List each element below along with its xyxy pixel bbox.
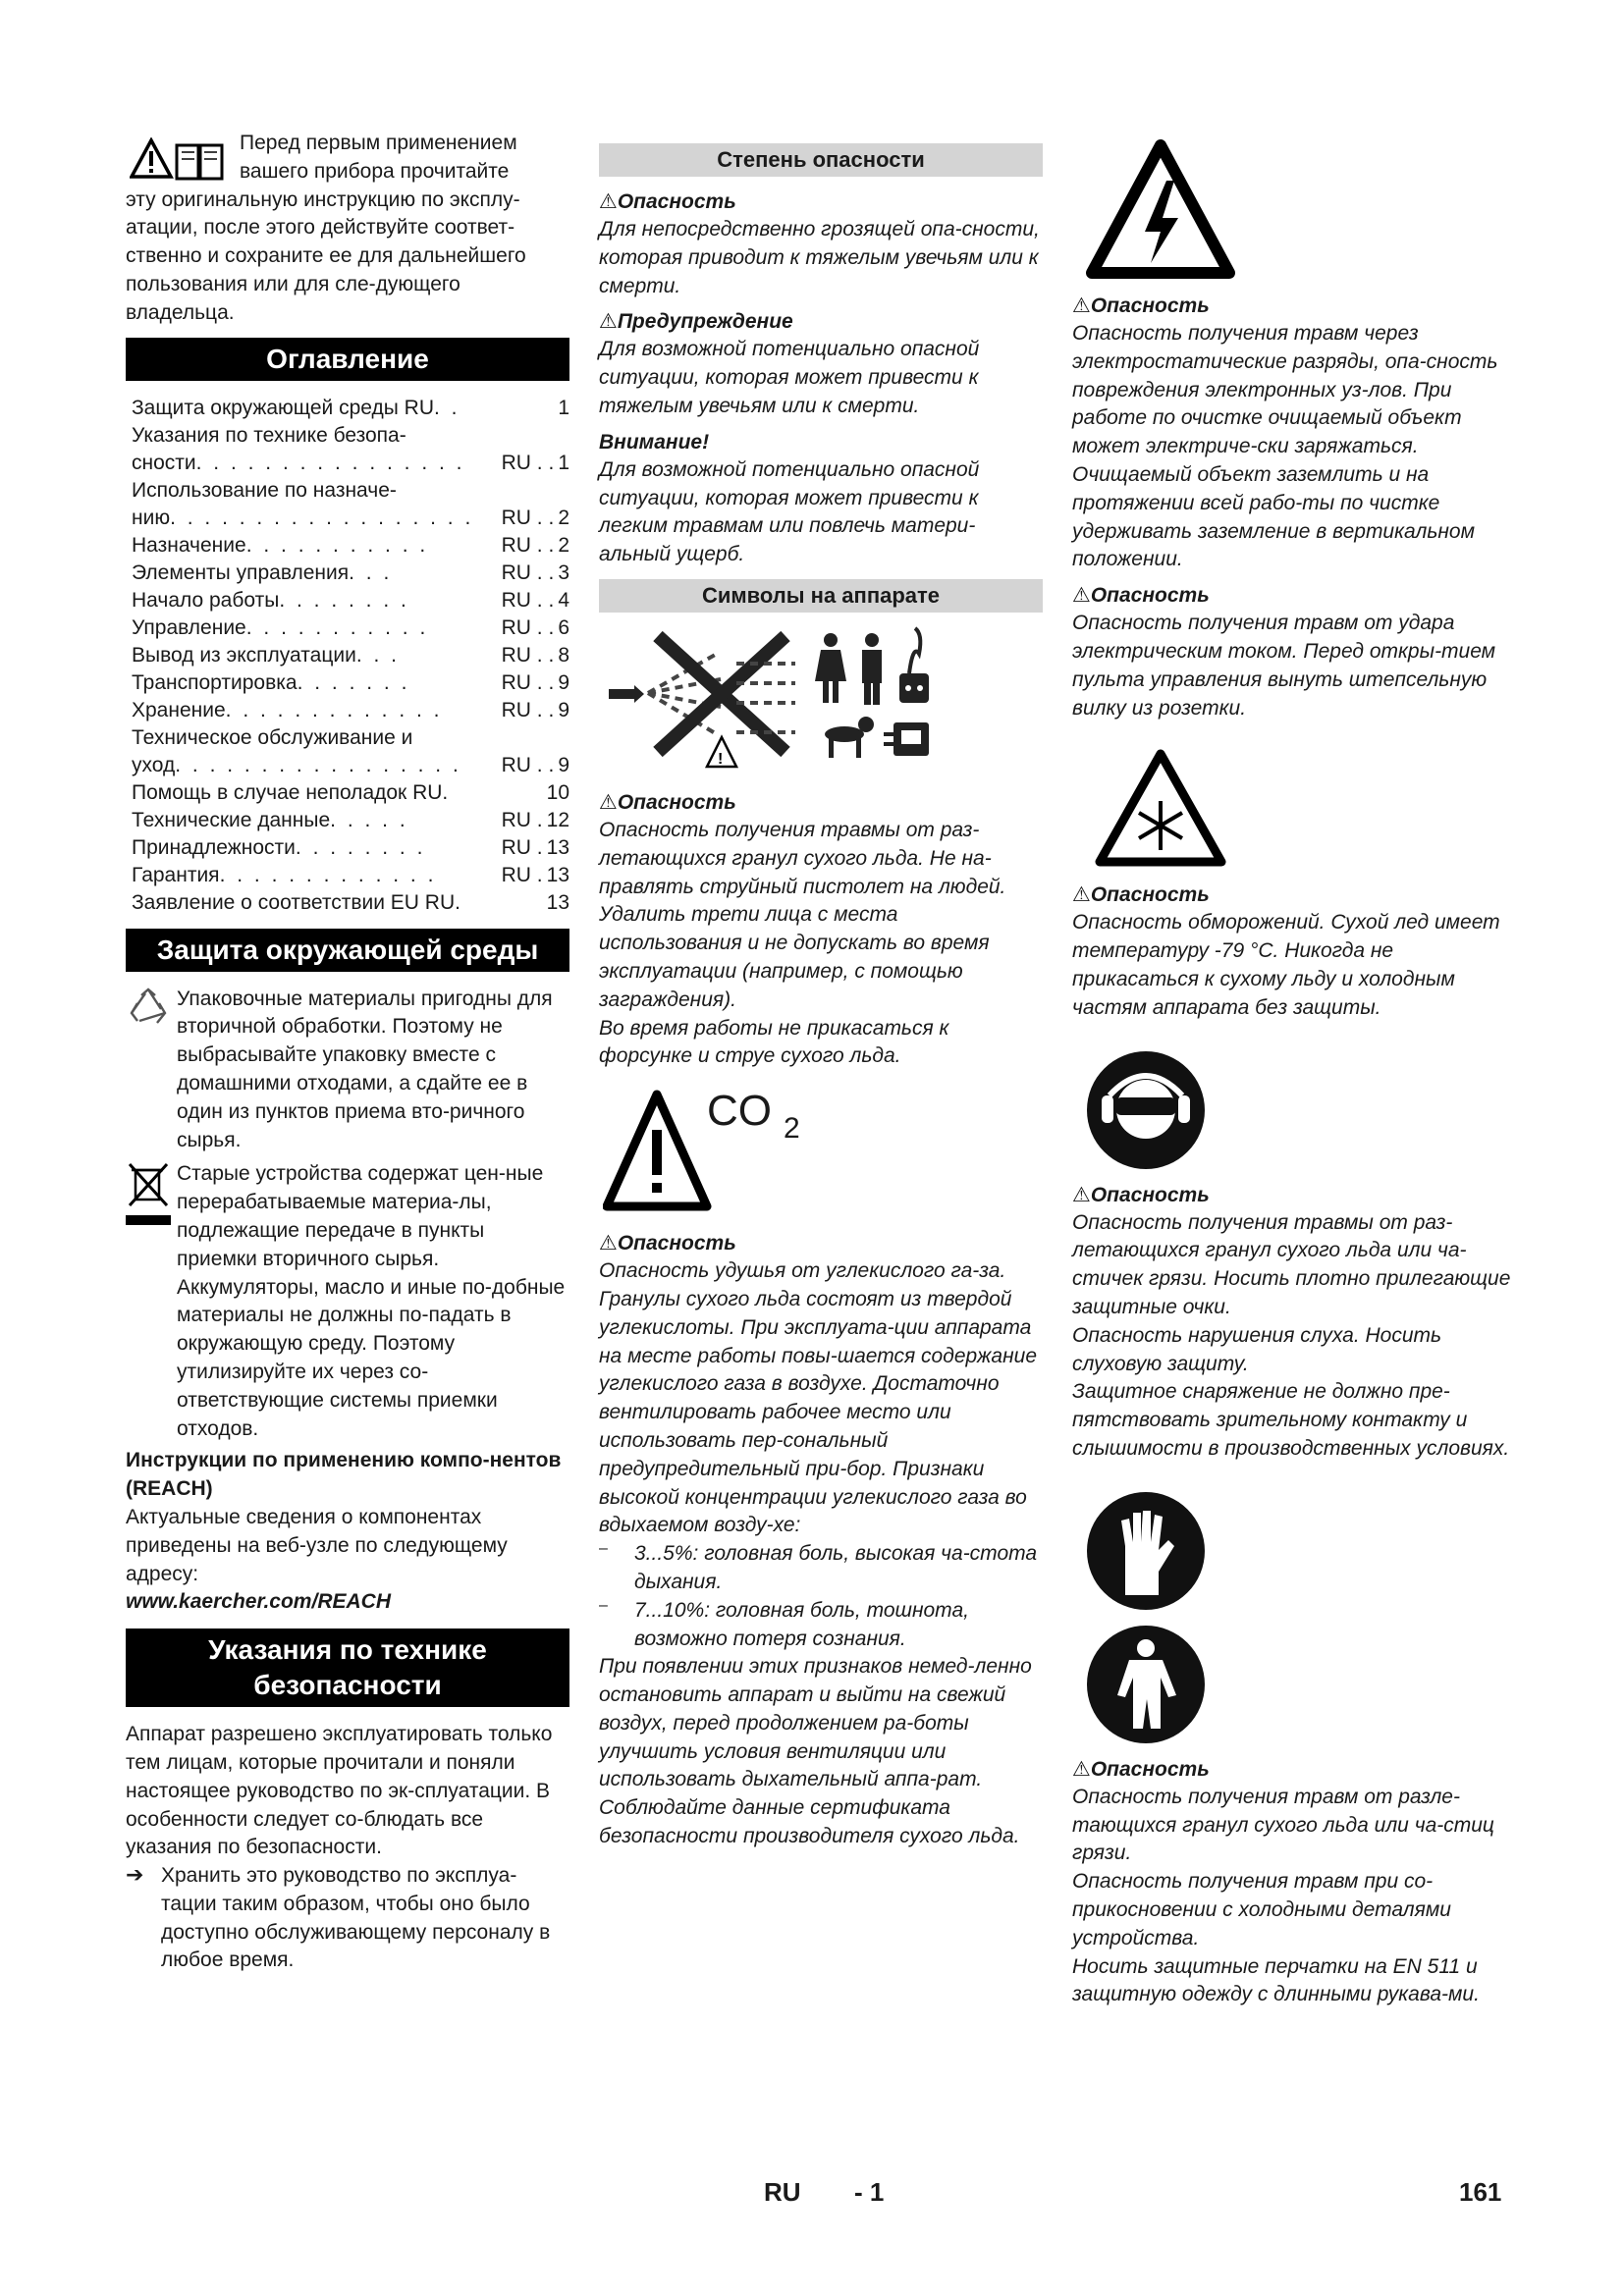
co2-subscript: 2 <box>784 1112 800 1146</box>
warning-book-icon <box>130 137 228 183</box>
toc-item[interactable]: Техническое обслуживание и уход . . . . . . . . . . . . . . . . . RU . . 9 <box>132 725 569 776</box>
safety-arrow-text: Хранить это руководство по эксплуа-тации таким образом, чтобы оно было доступно обслуживающему персоналу в любое время. <box>161 1864 551 1972</box>
goggles-danger-text-3: Защитное снаряжение не должно пре-пятствовать зрительному контакту и слышимости в производственных условиях. <box>1072 1380 1510 1460</box>
toc-item[interactable]: Помощь в случае неполадок RU . 10 <box>132 780 569 804</box>
levels-title: Степень опасности <box>599 143 1043 177</box>
intro-line-1: Перед первым применением <box>240 132 517 154</box>
symbol-danger-2-text-2: При появлении этих признаков немед-ленно остановить аппарат и выйти на свежий воздух, перед продолжением ра-боты улучшить условия вентиляции или использовать дыхательный аппа-рат. <box>599 1655 1032 1791</box>
toc-item[interactable]: Управление . . . . . . . . . . . RU . . 6 <box>132 615 569 639</box>
intro-line-2: вашего прибора прочитайте <box>240 159 510 183</box>
toc-item[interactable]: Начало работы . . . . . . . . RU . . 4 <box>132 588 569 612</box>
column-left <box>126 130 569 1975</box>
protective-suit-icon <box>1082 1621 1210 1748</box>
level-danger-text: Для непосредственно грозящей опа-сности, которая приводит к тяжелым увечьям или к смерти. <box>599 218 1040 297</box>
list-item: – 7...10%: головная боль, тошнота, возможно потеря сознания. <box>599 1596 969 1650</box>
table-of-contents <box>132 395 569 917</box>
recycle-icon <box>126 986 171 1031</box>
list-item: – 3...5%: головная боль, высокая ча-стота дыхания. <box>599 1540 1038 1593</box>
level-attention-heading: Внимание! <box>599 430 710 454</box>
frost-warning-icon <box>1092 746 1229 874</box>
column-right <box>1072 137 1524 2009</box>
toc-item[interactable]: Транспортировка . . . . . . . RU . . 9 <box>132 670 569 694</box>
crossed-bin-icon <box>126 1160 171 1231</box>
goggles-danger-text-1: Опасность получения травмы от раз-летающихся гранул сухого льда или ча-стичек грязи. Носить плотно прилегающие защитные очки. <box>1072 1210 1511 1318</box>
level-danger-heading: ⚠Опасность <box>599 190 736 213</box>
goggles-danger-heading: ⚠Опасность <box>1072 1183 1210 1206</box>
goggles-danger-text-2: Опасность нарушения слуха. Носить слуховую защиту. <box>1072 1323 1442 1375</box>
toc-item[interactable]: Хранение . . . . . . . . . . . . . RU . . 9 <box>132 698 569 721</box>
safety-title: Указания по технике безопасности <box>126 1629 569 1707</box>
warning-triangle-icon: ⚠ <box>1072 883 1091 907</box>
warning-triangle-icon: ⚠ <box>1072 584 1091 608</box>
symbol-danger-1-heading: ⚠Опасность <box>599 790 736 814</box>
symbol-danger-2-text: Опасность удушья от углекислого га-за. Гранулы сухого льда состоят из твердой углекислоты. При эксплуата-ции аппарата на месте работы повы-шается содержание углекислого газа в воздухе. Достаточно вентилировать рабочее место или использовать пер-сональный предупредительный при-бор. Признаки высокой концентрации углекислого газа во вдыхаемом возду-хе: <box>599 1259 1038 1537</box>
gloves-danger-text-2: Опасность получения травм при со-прикосновении с холодными деталями устройства. <box>1072 1870 1451 1949</box>
reach-title: Инструкции по применению компо-нентов (REACH) <box>126 1449 562 1501</box>
toc-title: Оглавление <box>126 338 569 381</box>
co2-warning-pictogram <box>599 1085 1043 1222</box>
warning-triangle-icon: ⚠ <box>599 310 618 334</box>
safety-text: Аппарат разрешено эксплуатировать только тем лицам, которые прочитали и поняли настоящее руководство по эк-сплуатации. В особенности следует со-блюдать все указания по безопасности. <box>126 1723 553 1859</box>
co2-label: CO <box>707 1087 772 1136</box>
level-warning-heading: ⚠Предупреждение <box>599 310 793 334</box>
gloves-danger-text-1: Опасность получения травм от разле-тающихся гранул сухого льда или ча-стиц грязи. <box>1072 1785 1494 1865</box>
toc-item[interactable]: Гарантия . . . . . . . . . . . . . RU . 13 <box>132 863 569 886</box>
no-spray-at-people-pictogram <box>599 624 1043 781</box>
env-title: Защита окружающей среды <box>126 929 569 972</box>
env-disposal-text: Старые устройства содержат цен-ные перерабатываемые материа-лы, подлежащие передаче в пункты приемки вторичного сырья. Аккумуляторы, масло и иные по-добные материалы не должны по-падать в окружающую среду. Поэтому утилизируйте их через со-ответствующие системы приемки отходов. <box>177 1162 566 1440</box>
symbol-danger-1-text: Опасность получения травмы от раз-летающихся гранул сухого льда. Не на-правлять струйный пистолет на людей. Удалить трети лица с места использования и не допускать во время эксплуатации (например, с помощью заграждения). <box>599 818 1006 1011</box>
shock-danger-heading: ⚠Опасность <box>1072 584 1210 608</box>
warning-triangle-icon: ⚠ <box>599 1232 618 1255</box>
toc-item[interactable]: Технические данные . . . . . RU . 12 <box>132 808 569 831</box>
symbol-danger-1-text-2: Во время работы не прикасаться к форсунке и струе сухого льда. <box>599 1016 949 1068</box>
toc-item[interactable]: Назначение . . . . . . . . . . . RU . . 2 <box>132 533 569 557</box>
symbol-danger-2-text-3: Соблюдайте данные сертификата безопасности производителя сухого льда. <box>599 1796 1020 1848</box>
gloves-danger-heading: ⚠Опасность <box>1072 1757 1210 1781</box>
gloves-icon <box>1082 1487 1210 1615</box>
toc-item[interactable]: Защита окружающей среды RU . . 1 <box>132 396 569 419</box>
env-packaging-text: Упаковочные материалы пригодны для вторичной обработки. Поэтому не выбрасывайте упаковку вместе с домашними отходами, а сдайте ее в один из пунктов приема вто-ричного сырья. <box>177 987 553 1151</box>
arrow-right-icon: ➔ <box>126 1862 144 1888</box>
disposal-block <box>126 1160 569 1443</box>
warning-triangle-icon: ⚠ <box>1072 1757 1091 1781</box>
symbol-danger-2-heading: ⚠Опасность <box>599 1232 736 1255</box>
toc-item[interactable]: Использование по назначе- нию . . . . . . . . . . . . . . . . . . RU . . 2 <box>132 478 569 529</box>
toc-item[interactable]: Элементы управления . . . RU . . 3 <box>132 561 569 584</box>
level-warning-text: Для возможной потенциально опасной ситуации, которая может привести к тяжелым увечьям или к смерти. <box>599 338 980 417</box>
safety-arrow-item <box>126 1862 569 1975</box>
footer-section-number: - 1 <box>854 2177 885 2207</box>
footer-language: RU <box>764 2177 801 2207</box>
page-number: 161 <box>1459 2177 1502 2207</box>
esd-danger-heading: ⚠Опасность <box>1072 294 1210 317</box>
shock-danger-text: Опасность получения травм от удара электрическим током. Перед откры-тием пульта управления вынуть штепсельную вилку из розетки. <box>1072 612 1496 720</box>
warning-triangle-icon: ⚠ <box>1072 1183 1091 1206</box>
gloves-danger-text-3: Носить защитные перчатки на EN 511 и защитную одежду с длинными рукава-ми. <box>1072 1954 1480 2006</box>
toc-item[interactable]: Указания по технике безопа- сности . . . . . . . . . . . . . . . . RU . . 1 <box>132 423 569 474</box>
electric-shock-warning-icon <box>1082 137 1239 285</box>
intro-text: эту оригинальную инструкцию по эксплу-атации, после этого действуйте соответ-ственно и сохраните ее для дальнейшего пользования или для сле-дующего владельца. <box>126 187 526 324</box>
frost-danger-text: Опасность обморожений. Сухой лед имеет температуру -79 °C. Никогда не прикасаться к сухому льду и холодным частям аппарата без защиты. <box>1072 911 1500 1019</box>
warning-triangle-icon: ⚠ <box>1072 294 1091 317</box>
level-attention-text: Для возможной потенциально опасной ситуации, которая может привести к легким травмам или повлечь матери-альный ущерб. <box>599 457 980 566</box>
toc-item[interactable]: Принадлежности . . . . . . . . RU . 13 <box>132 835 569 859</box>
column-middle <box>599 143 1043 1851</box>
svg-text:!: ! <box>718 750 724 768</box>
esd-danger-text: Опасность получения травм через электростатические разряды, опа-сность повреждения электронных уз-лов. При работе по очистке очищаемый объект может электриче-ски заряжаться. Очищаемый объект заземлить и на протяжении всей рабо-ты по чистке удерживать заземление в вертикальном положении. <box>1072 322 1498 571</box>
frost-danger-heading: ⚠Опасность <box>1072 883 1210 907</box>
warning-triangle-icon: ⚠ <box>599 190 618 213</box>
reach-url[interactable]: www.kaercher.com/REACH <box>126 1590 391 1614</box>
toc-item[interactable]: Заявление о соответствии EU RU . 13 <box>132 890 569 914</box>
intro-block <box>126 130 569 328</box>
reach-text: Актуальные сведения о компонентах приведены на веб-узле по следующему адресу: <box>126 1505 508 1585</box>
toc-item[interactable]: Вывод из эксплуатации . . . RU . . 8 <box>132 643 569 667</box>
symbols-title: Символы на аппарате <box>599 579 1043 613</box>
goggles-ear-protection-icon <box>1082 1046 1210 1174</box>
packaging-recycle-block <box>126 986 569 1155</box>
warning-triangle-icon: ⚠ <box>599 790 618 814</box>
